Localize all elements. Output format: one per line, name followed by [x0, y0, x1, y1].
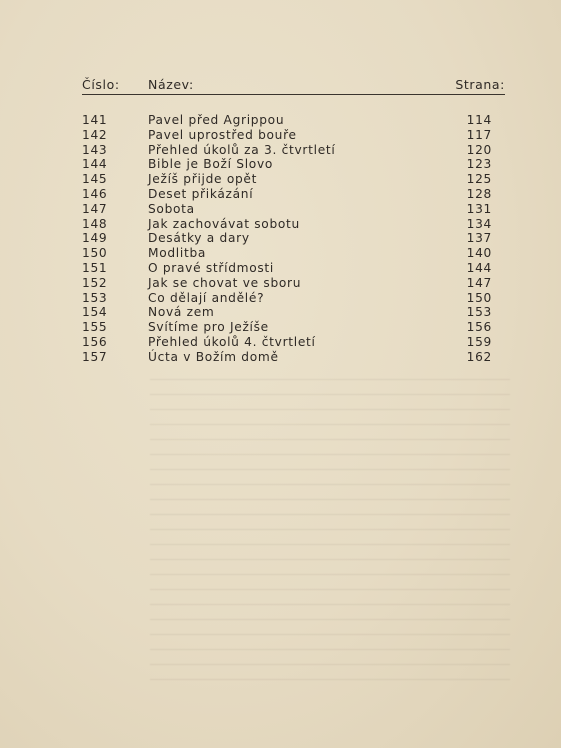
- toc-row: [82, 187, 492, 202]
- lesson-title: Deset přikázání: [148, 186, 254, 201]
- page-number: 117: [466, 127, 492, 142]
- header-rule: [82, 94, 505, 95]
- lesson-title: Modlitba: [148, 246, 207, 261]
- lesson-title: Úcta v Božím domě: [148, 349, 279, 364]
- page-number: 153: [466, 305, 492, 320]
- toc-row: [82, 231, 492, 246]
- page-number: 128: [466, 186, 492, 201]
- toc-row: [82, 305, 492, 320]
- lesson-title: Co dělají andělé?: [148, 290, 265, 305]
- toc-row: [82, 246, 492, 261]
- lesson-title: Ježíš přijde opět: [148, 172, 258, 187]
- lesson-title: Přehled úkolů za 3. čtvrtletí: [148, 142, 336, 157]
- lesson-number: 149: [82, 231, 108, 246]
- page-number: 131: [466, 201, 492, 216]
- page-number: 150: [466, 290, 492, 305]
- column-header-number: Číslo:: [82, 77, 120, 92]
- lesson-title: Svítíme pro Ježíše: [148, 320, 269, 335]
- lesson-number: 150: [82, 246, 108, 261]
- page-number: 137: [466, 231, 492, 246]
- lesson-number: 146: [82, 186, 108, 201]
- page-number: 140: [466, 246, 492, 261]
- toc-row: [82, 172, 492, 187]
- lesson-title: Přehled úkolů 4. čtvrtletí: [148, 334, 316, 349]
- toc-row: [82, 320, 492, 335]
- toc-row: [82, 157, 492, 172]
- toc-row: [82, 217, 492, 232]
- toc-row: [82, 261, 492, 276]
- page-number: 147: [466, 275, 492, 290]
- toc-row: [82, 202, 492, 217]
- page-number: 134: [466, 216, 492, 231]
- lesson-number: 148: [82, 216, 108, 231]
- page-number: 114: [466, 113, 492, 127]
- lesson-title: Pavel před Agrippou: [148, 113, 285, 127]
- page-number: 156: [466, 320, 492, 335]
- toc-row: [82, 276, 492, 291]
- page-number: 144: [466, 260, 492, 275]
- lesson-number: 141: [82, 113, 108, 127]
- lesson-number: 155: [82, 320, 108, 335]
- lesson-title: Jak zachovávat sobotu: [148, 216, 300, 231]
- page-number: 125: [466, 172, 492, 187]
- lesson-number: 144: [82, 157, 108, 172]
- lesson-number: 151: [82, 260, 108, 275]
- lesson-number: 152: [82, 275, 108, 290]
- toc-row: [82, 350, 492, 365]
- toc-row: [82, 143, 492, 158]
- lesson-title: Desátky a dary: [148, 231, 250, 246]
- lesson-title: Bible je Boží Slovo: [148, 157, 274, 172]
- table-of-contents: [82, 113, 492, 365]
- lesson-number: 143: [82, 142, 108, 157]
- lesson-number: 157: [82, 349, 108, 364]
- toc-row: [82, 113, 492, 128]
- table-header: [82, 77, 505, 95]
- lesson-number: 142: [82, 127, 108, 142]
- page-number: 123: [466, 157, 492, 172]
- lesson-number: 147: [82, 201, 108, 216]
- lesson-title: Pavel uprostřed bouře: [148, 127, 297, 142]
- page-number: 120: [466, 142, 492, 157]
- lesson-title: Jak se chovat ve sboru: [148, 275, 302, 290]
- column-header-page: Strana:: [455, 77, 505, 92]
- lesson-number: 145: [82, 172, 108, 187]
- toc-row: [82, 128, 492, 143]
- lesson-number: 154: [82, 305, 108, 320]
- column-header-title: Název:: [148, 77, 194, 92]
- toc-row: [82, 291, 492, 306]
- toc-row: [82, 335, 492, 350]
- lesson-title: Nová zem: [148, 305, 215, 320]
- lesson-title: O pravé střídmosti: [148, 260, 274, 275]
- page-number: 162: [466, 349, 492, 364]
- lesson-number: 156: [82, 334, 108, 349]
- show-through-text: [150, 370, 510, 690]
- lesson-number: 153: [82, 290, 108, 305]
- lesson-title: Sobota: [148, 201, 195, 216]
- page-number: 159: [466, 334, 492, 349]
